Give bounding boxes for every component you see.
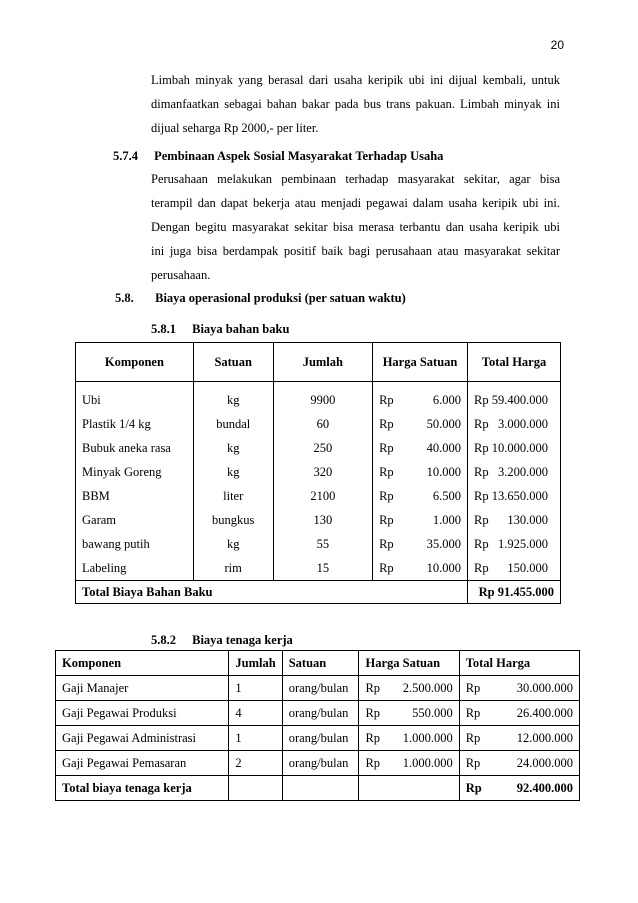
unit-cell: rim	[193, 556, 273, 581]
table-row	[56, 676, 580, 701]
unit-cell: bungkus	[193, 508, 273, 532]
component-cell: Ubi	[76, 388, 194, 412]
section-574-paragraph	[151, 167, 560, 287]
currency-cell: Rp	[373, 460, 405, 484]
unit-cell: orang/bulan	[282, 751, 359, 776]
unit-cell: orang/bulan	[282, 726, 359, 751]
currency-cell: Rp	[373, 484, 405, 508]
unit-price-cell: 6.500	[405, 484, 468, 508]
total-currency: Rp	[459, 776, 484, 801]
total-price-cell: Rp 13.650.000	[468, 484, 561, 508]
unit-cell: kg	[193, 436, 273, 460]
unit-cell: kg	[193, 460, 273, 484]
currency-cell: Rp	[373, 388, 405, 412]
section-582-heading	[151, 633, 293, 648]
table-row	[76, 460, 561, 484]
total-price-cell: 30.000.000	[484, 676, 579, 701]
currency-cell: Rp	[459, 751, 484, 776]
total-label: Total biaya tenaga kerja	[56, 776, 229, 801]
currency-cell: Rp	[373, 508, 405, 532]
unit-cell: orang/bulan	[282, 701, 359, 726]
component-cell: Minyak Goreng	[76, 460, 194, 484]
quantity-cell: 250	[273, 436, 373, 460]
column-header: Jumlah	[229, 651, 282, 676]
total-price-cell: Rp 1.925.000	[468, 532, 561, 556]
unit-price-cell: 550.000	[384, 701, 459, 726]
quantity-cell: 130	[273, 508, 373, 532]
quantity-cell: 2100	[273, 484, 373, 508]
unit-cell: orang/bulan	[282, 676, 359, 701]
quantity-cell: 9900	[273, 388, 373, 412]
intro-line: Limbah minyak yang berasal dari usaha keripik ubi ini dijual kembali, untuk	[151, 73, 560, 87]
total-price-cell: Rp 59.400.000	[468, 388, 561, 412]
currency-cell: Rp	[359, 676, 384, 701]
table-row	[56, 751, 580, 776]
table-row	[76, 388, 561, 412]
component-cell: Garam	[76, 508, 194, 532]
column-header: Total Harga	[459, 651, 579, 676]
unit-price-cell: 50.000	[405, 412, 468, 436]
paragraph-line: terampil dan dapat bekerja atau menjadi pegawai dalam usaha keripik ubi ini.	[151, 196, 560, 210]
section-58-heading	[115, 291, 406, 306]
section-574-heading	[113, 149, 443, 164]
component-cell: Gaji Pegawai Produksi	[56, 701, 229, 726]
quantity-cell: 60	[273, 412, 373, 436]
quantity-cell: 320	[273, 460, 373, 484]
currency-cell: Rp	[373, 532, 405, 556]
section-title: Biaya tenaga kerja	[192, 633, 293, 647]
unit-price-cell: 10.000	[405, 556, 468, 581]
component-cell: Plastik 1/4 kg	[76, 412, 194, 436]
column-header: Satuan	[193, 343, 273, 382]
currency-cell: Rp	[459, 726, 484, 751]
column-header: Harga Satuan	[359, 651, 459, 676]
section-title: Biaya operasional produksi (per satuan waktu)	[155, 291, 406, 305]
intro-paragraph	[151, 68, 560, 140]
currency-cell: Rp	[359, 751, 384, 776]
column-header: Jumlah	[273, 343, 373, 382]
total-price-cell: Rp 130.000	[468, 508, 561, 532]
table-row	[56, 726, 580, 751]
unit-price-cell: 1.000	[405, 508, 468, 532]
total-price-cell: 26.400.000	[484, 701, 579, 726]
quantity-cell: 1	[229, 676, 282, 701]
currency-cell: Rp	[459, 701, 484, 726]
component-cell: Bubuk aneka rasa	[76, 436, 194, 460]
column-header: Total Harga	[468, 343, 561, 382]
section-number: 5.8.2	[151, 633, 176, 647]
currency-cell: Rp	[459, 676, 484, 701]
table-row	[76, 484, 561, 508]
paragraph-line: Dengan begitu masyarakat sekitar bisa merasa terbantu dan usaha keripik ubi	[151, 220, 560, 234]
quantity-cell: 2	[229, 751, 282, 776]
component-cell: BBM	[76, 484, 194, 508]
section-number: 5.8.	[115, 291, 134, 305]
total-row	[56, 776, 580, 801]
total-price-cell: 24.000.000	[484, 751, 579, 776]
paragraph-line: ini juga bisa berdampak positif baik bagi perusahaan atau masyarakat sekitar	[151, 244, 560, 258]
intro-line: dimanfaatkan sebagai bahan bakar pada bus trans pakuan. Limbah minyak ini	[151, 97, 560, 111]
total-value: 92.400.000	[484, 776, 579, 801]
section-title: Biaya bahan baku	[192, 322, 290, 336]
table-row	[76, 436, 561, 460]
component-cell: bawang putih	[76, 532, 194, 556]
unit-cell: liter	[193, 484, 273, 508]
currency-cell: Rp	[373, 436, 405, 460]
column-header: Komponen	[76, 343, 194, 382]
unit-price-cell: 40.000	[405, 436, 468, 460]
paragraph-line: Perusahaan melakukan pembinaan terhadap masyarakat sekitar, agar bisa	[151, 172, 560, 186]
total-price-cell: Rp 3.000.000	[468, 412, 561, 436]
table-row	[76, 532, 561, 556]
section-number: 5.8.1	[151, 322, 176, 336]
total-price-cell: 12.000.000	[484, 726, 579, 751]
component-cell: Labeling	[76, 556, 194, 581]
total-price-cell: Rp 10.000.000	[468, 436, 561, 460]
section-581-heading	[151, 322, 289, 337]
section-title: Pembinaan Aspek Sosial Masyarakat Terhadap Usaha	[154, 149, 444, 163]
unit-price-cell: 6.000	[405, 388, 468, 412]
table-row	[76, 508, 561, 532]
component-cell: Gaji Pegawai Administrasi	[56, 726, 229, 751]
page-number: 20	[550, 38, 564, 52]
unit-price-cell: 10.000	[405, 460, 468, 484]
currency-cell: Rp	[373, 412, 405, 436]
labor-cost-table	[55, 650, 580, 801]
currency-cell: Rp	[359, 726, 384, 751]
table-row	[76, 556, 561, 581]
unit-cell: kg	[193, 388, 273, 412]
paragraph-line: perusahaan.	[151, 268, 211, 282]
currency-cell: Rp	[359, 701, 384, 726]
table-row	[76, 412, 561, 436]
component-cell: Gaji Manajer	[56, 676, 229, 701]
total-label: Total Biaya Bahan Baku	[76, 581, 468, 604]
component-cell: Gaji Pegawai Pemasaran	[56, 751, 229, 776]
total-price-cell: Rp 150.000	[468, 556, 561, 581]
raw-material-cost-table	[75, 342, 561, 604]
unit-price-cell: 2.500.000	[384, 676, 459, 701]
quantity-cell: 4	[229, 701, 282, 726]
unit-cell: bundal	[193, 412, 273, 436]
quantity-cell: 15	[273, 556, 373, 581]
quantity-cell: 1	[229, 726, 282, 751]
currency-cell: Rp	[373, 556, 405, 581]
section-number: 5.7.4	[113, 149, 138, 163]
intro-line: dijual seharga Rp 2000,- per liter.	[151, 121, 319, 135]
unit-cell: kg	[193, 532, 273, 556]
total-row	[76, 581, 561, 604]
column-header: Satuan	[282, 651, 359, 676]
table-row	[56, 701, 580, 726]
quantity-cell: 55	[273, 532, 373, 556]
total-value: Rp 91.455.000	[468, 581, 561, 604]
total-price-cell: Rp 3.200.000	[468, 460, 561, 484]
column-header: Harga Satuan	[373, 343, 468, 382]
unit-price-cell: 1.000.000	[384, 751, 459, 776]
unit-price-cell: 1.000.000	[384, 726, 459, 751]
unit-price-cell: 35.000	[405, 532, 468, 556]
column-header: Komponen	[56, 651, 229, 676]
